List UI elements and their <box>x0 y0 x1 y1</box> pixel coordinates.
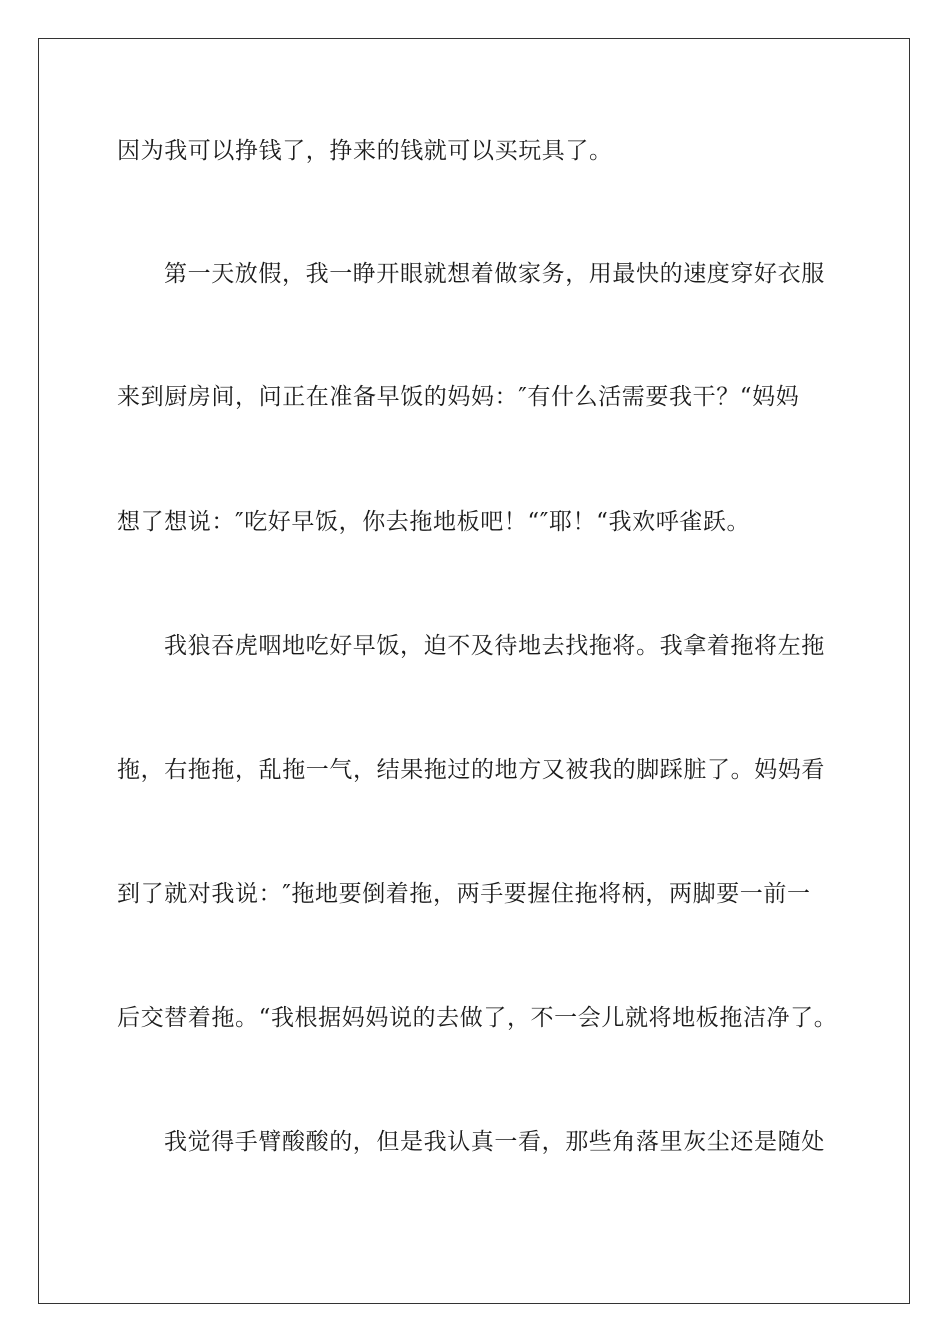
text-line-3: 来到厨房间，问正在准备早饭的妈妈：″有什么活需要我干？“妈妈 <box>117 384 800 410</box>
page-border <box>38 38 910 1304</box>
text-line-9: 我觉得手臂酸酸的，但是我认真一看，那些角落里灰尘还是随处 <box>164 1129 825 1155</box>
text-line-4: 想了想说：″吃好早饭，你去拖地板吧！“″耶！“我欢呼雀跃。 <box>117 509 751 535</box>
text-line-2: 第一天放假，我一睁开眼就想着做家务，用最快的速度穿好衣服 <box>164 261 825 287</box>
text-line-7: 到了就对我说：″拖地要倒着拖，两手要握住拖将柄，两脚要一前一 <box>117 881 811 907</box>
text-line-8: 后交替着拖。“我根据妈妈说的去做了，不一会儿就将地板拖洁净了。 <box>117 1005 838 1031</box>
text-line-5: 我狼吞虎咽地吃好早饭，迫不及待地去找拖将。我拿着拖将左拖 <box>164 633 825 659</box>
text-line-6: 拖，右拖拖，乱拖一气，结果拖过的地方又被我的脚踩脏了。妈妈看 <box>117 757 825 783</box>
text-line-1: 因为我可以挣钱了，挣来的钱就可以买玩具了。 <box>117 138 613 164</box>
